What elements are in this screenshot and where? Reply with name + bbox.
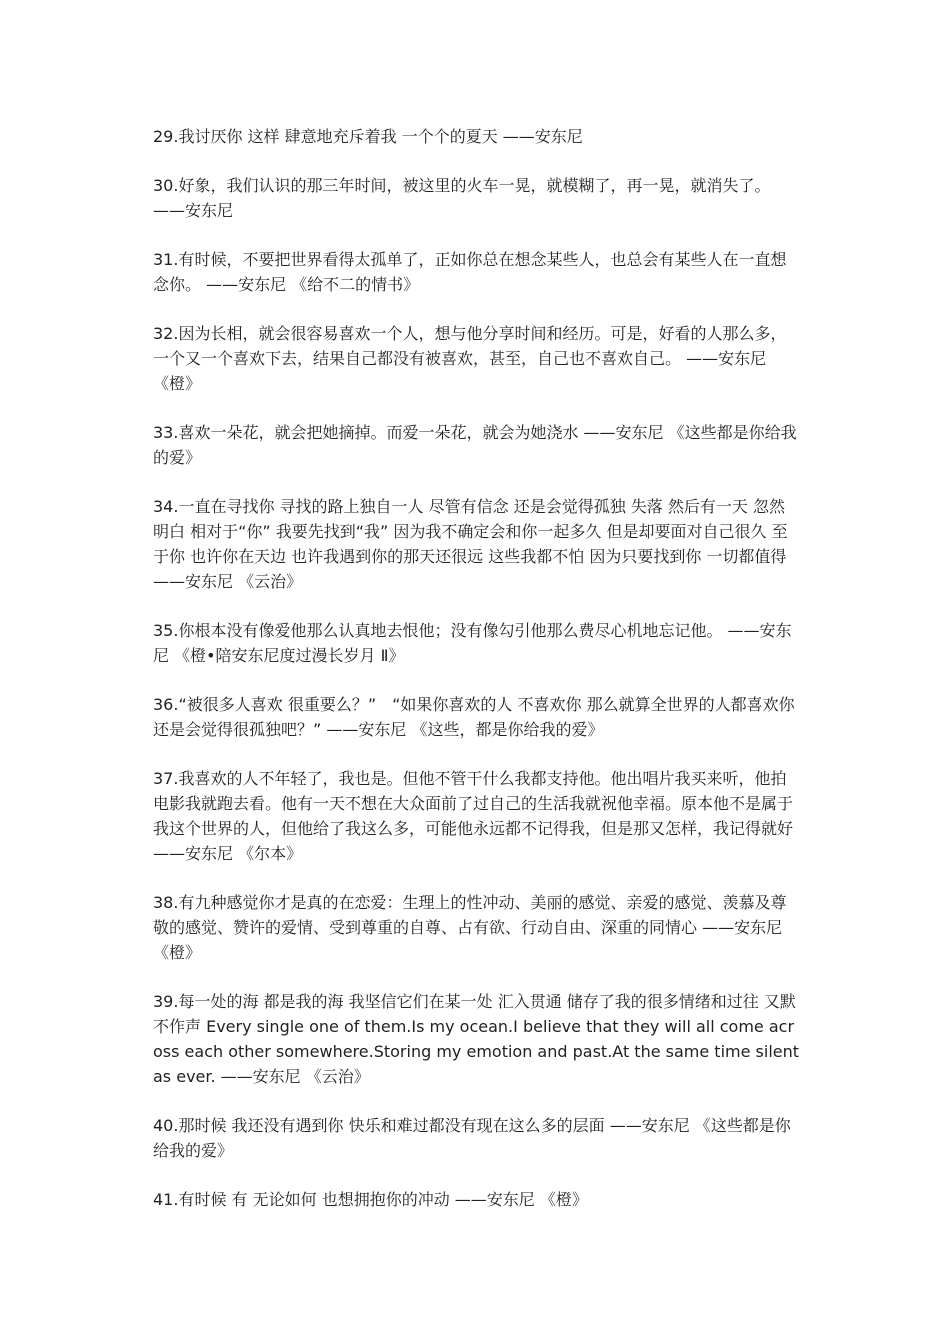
quote-38: 38.有九种感觉你才是真的在恋爱：生理上的性冲动、美丽的感觉、亲爱的感觉、羡慕及尊敬的感觉、赞许的爱情、受到尊重的自尊、占有欲、行动自由、深重的同情心 ——安东尼 《橙》 xyxy=(153,893,788,962)
quote-40: 40.那时候 我还没有遇到你 快乐和难过都没有现在这么多的层面 ——安东尼 《这些都是你给我的爱》 xyxy=(153,1116,791,1160)
quote-36: 36.“被很多人喜欢 很重要么？” “如果你喜欢的人 不喜欢你 那么就算全世界的人都喜欢你 还是会觉得很孤独吧？” ——安东尼 《这些，都是你给我的爱》 xyxy=(153,695,800,739)
quote-30: 30.好象，我们认识的那三年时间，被这里的火车一晃，就模糊了，再一晃，就消失了。 ——安东尼 xyxy=(153,176,776,220)
quote-32: 32.因为长相，就会很容易喜欢一个人，想与他分享时间和经历。可是，好看的人那么多，一个又一个喜欢下去，结果自己都没有被喜欢，甚至，自己也不喜欢自己。 ——安东尼 《橙》 xyxy=(153,324,787,393)
quote-37: 37.我喜欢的人不年轻了，我也是。但他不管干什么我都支持他。他出唱片我买来听，他拍电影我就跑去看。他有一天不想在大众面前了过自己的生活我就祝他幸福。原本他不是属于我这个世界的人，但他给了我这么多，可能他永远都不记得我，但是那又怎样，我记得就好 ——安东尼 《尔本》 xyxy=(153,769,799,863)
quote-41: 41.有时候 有 无论如何 也想拥抱你的冲动 ——安东尼 《橙》 xyxy=(153,1190,588,1209)
quote-34: 34.一直在寻找你 寻找的路上独自一人 尽管有信念 还是会觉得孤独 失落 然后有一天 忽然明白 相对于“你” 我要先找到“我” 因为我不确定会和你一起多久 但是却要面对自己很久 至于你 也许你在天边 也许我遇到你的那天还很远 这些我都不怕 因为只要找到你 一切都值得 ——安东尼 《云治》 xyxy=(153,497,792,591)
quote-39: 39.每一处的海 都是我的海 我坚信它们在某一处 汇入贯通 储存了我的很多情绪和过往 又默不作声 Every single one of them.Is my ocean.I believe that they will all come across each other somewhere.Storing my emotion and past.At the same time silent as ever. ——安东尼 《云治》 xyxy=(153,992,805,1086)
quote-31: 31.有时候，不要把世界看得太孤单了，正如你总在想念某些人，也总会有某些人在一直想念你。 ——安东尼 《给不二的情书》 xyxy=(153,250,787,294)
quote-29: 29.我讨厌你 这样 肆意地充斥着我 一个个的夏天 ——安东尼 xyxy=(153,127,583,146)
quote-35: 35.你根本没有像爱他那么认真地去恨他；没有像勾引他那么费尽心机地忘记他。 ——安东尼 《橙•陪安东尼度过漫长岁月 Ⅱ》 xyxy=(153,621,792,665)
quote-list xyxy=(153,124,805,1236)
quote-33: 33.喜欢一朵花，就会把她摘掉。而爱一朵花，就会为她浇水 ——安东尼 《这些都是你给我的爱》 xyxy=(153,423,797,467)
